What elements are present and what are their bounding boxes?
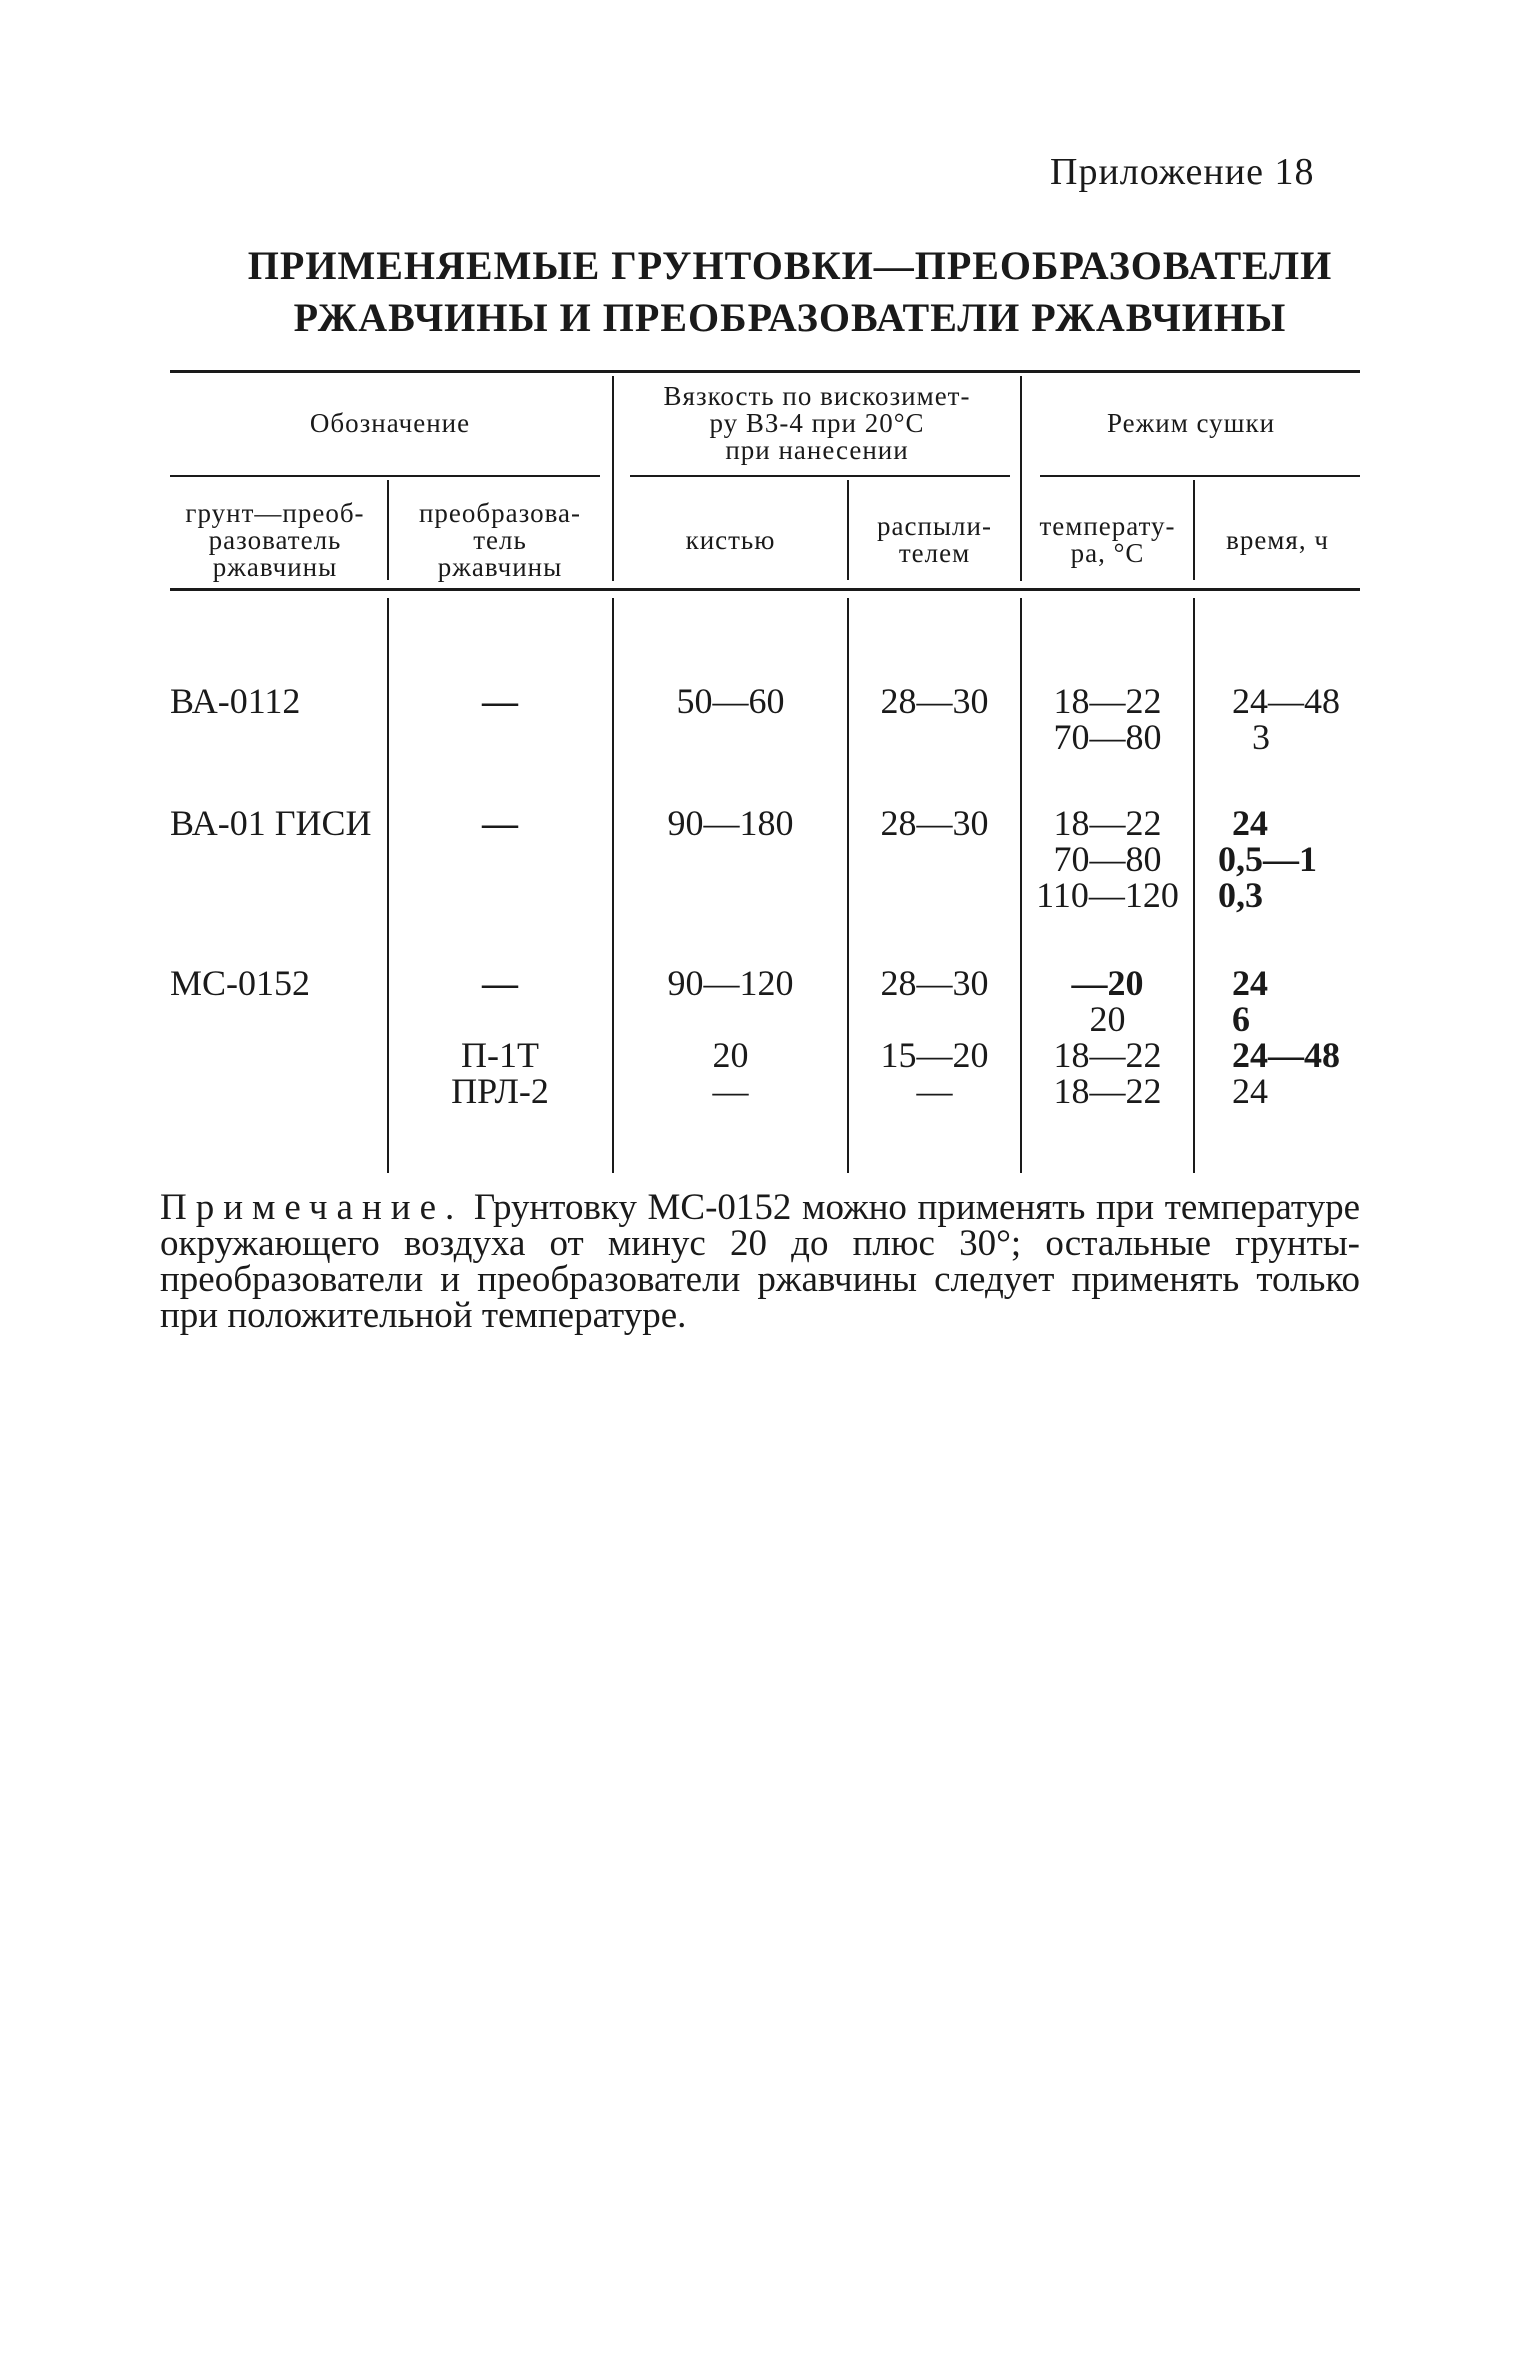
- header-temperature-line-2: ра, °С: [1070, 538, 1145, 568]
- table-row-converter: —: [482, 681, 518, 721]
- table-row-time-3: 0,3: [1218, 875, 1263, 915]
- table-row-time-1: 24: [1232, 963, 1268, 1003]
- header-designation: Обозначение: [309, 408, 471, 438]
- header-converter-line-2: тель: [473, 525, 527, 555]
- table-row-time-2: 0,5—1: [1218, 839, 1317, 879]
- viscosity-underline: [630, 475, 1010, 477]
- footnote: [160, 1187, 1361, 1336]
- footnote-text: Грунтовку МС-0152 можно применять при температуре окружающего воздуха от минус 20 до плюс 30°; остальные грунты-преобразователи и преобразователи ржавчины следует применять только при положительной температуре.: [160, 1187, 1361, 1336]
- table-row-time-1: 24: [1232, 803, 1268, 843]
- header-temperature: [1022, 513, 1193, 567]
- table-row-temp-3: 110—120: [1036, 875, 1179, 915]
- header-primer-line-1: грунт—преоб-: [185, 498, 365, 528]
- table-row-time-2: 3: [1252, 717, 1270, 757]
- header-primer-converter: [165, 500, 385, 581]
- table-row-brush: 90—180: [667, 803, 794, 843]
- header-spray: [849, 513, 1020, 567]
- table-row-temp-1: 18—22: [1053, 803, 1162, 843]
- header-viscosity-line-1: Вязкость по вискозимет-: [663, 381, 971, 411]
- table-row-time-2: 6: [1232, 999, 1250, 1039]
- header-converter-line-3: ржавчины: [437, 552, 563, 582]
- table-row-primer: ВА-0112: [170, 681, 301, 721]
- header-viscosity-line-2: ру ВЗ-4 при 20°С: [709, 408, 925, 438]
- header-drying: Режим сушки: [1106, 408, 1276, 438]
- header-spray-line-2: телем: [898, 538, 971, 568]
- title-line-2: РЖАВЧИНЫ И ПРЕОБРАЗОВАТЕЛИ РЖАВЧИНЫ: [293, 295, 1287, 340]
- table-top-rule: [170, 370, 1360, 373]
- table-row-spray: 28—30: [880, 803, 989, 843]
- header-brush: кистью: [685, 525, 776, 555]
- header-viscosity: [614, 383, 1020, 464]
- table-row-temp-2: 70—80: [1053, 839, 1162, 879]
- table-row-time-3: 24—48: [1232, 1035, 1340, 1075]
- table-row-temp-2: 70—80: [1053, 717, 1162, 757]
- table-row-converter-4: ПРЛ-2: [451, 1071, 549, 1111]
- table-row-brush-4: —: [712, 1071, 749, 1111]
- table-row-temp-2: 20: [1089, 999, 1126, 1039]
- header-primer-line-2: разователь: [208, 525, 342, 555]
- table-row-temp-1: —20: [1071, 963, 1144, 1003]
- title-line-1: ПРИМЕНЯЕМЫЕ ГРУНТОВКИ—ПРЕОБРАЗОВАТЕЛИ: [247, 243, 1333, 288]
- table-row-spray-1: 28—30: [880, 963, 989, 1003]
- table-row-converter-3: П-1Т: [461, 1035, 539, 1075]
- table-row-time-4: 24: [1232, 1071, 1268, 1111]
- footnote-lead: Примечание.: [160, 1187, 464, 1228]
- header-spray-line-1: распыли-: [877, 511, 992, 541]
- table-row-converter-1: —: [482, 963, 518, 1003]
- header-bottom-rule: [170, 588, 1360, 591]
- header-temperature-line-1: температу-: [1039, 511, 1176, 541]
- table-row-brush: 50—60: [676, 681, 785, 721]
- body-vline-5: [1193, 598, 1195, 1173]
- header-time: время, ч: [1226, 525, 1329, 555]
- table-row-spray-4: —: [916, 1071, 953, 1111]
- table-row-primer: ВА-01 ГИСИ: [170, 803, 372, 843]
- table-row-temp-3: 18—22: [1053, 1035, 1162, 1075]
- table-row-time-1: 24—48: [1232, 681, 1340, 721]
- table-row-brush-1: 90—120: [667, 963, 794, 1003]
- table-row-primer: МС-0152: [170, 963, 311, 1003]
- table-row-spray: 28—30: [880, 681, 989, 721]
- header-primer-line-3: ржавчины: [212, 552, 338, 582]
- table-row-converter: —: [482, 803, 518, 843]
- header-converter-line-1: преобразова-: [418, 498, 582, 528]
- table-row-spray-3: 15—20: [880, 1035, 989, 1075]
- table-row-temp-4: 18—22: [1053, 1071, 1162, 1111]
- header-viscosity-line-3: при нанесении: [725, 435, 909, 465]
- header-rust-converter: [389, 500, 611, 581]
- drying-underline: [1040, 475, 1360, 477]
- page-title: [170, 240, 1410, 344]
- appendix-label: Приложение 18: [1050, 151, 1315, 193]
- table-row-brush-3: 20: [712, 1035, 749, 1075]
- designation-underline: [170, 475, 600, 477]
- table-row-temp-1: 18—22: [1053, 681, 1162, 721]
